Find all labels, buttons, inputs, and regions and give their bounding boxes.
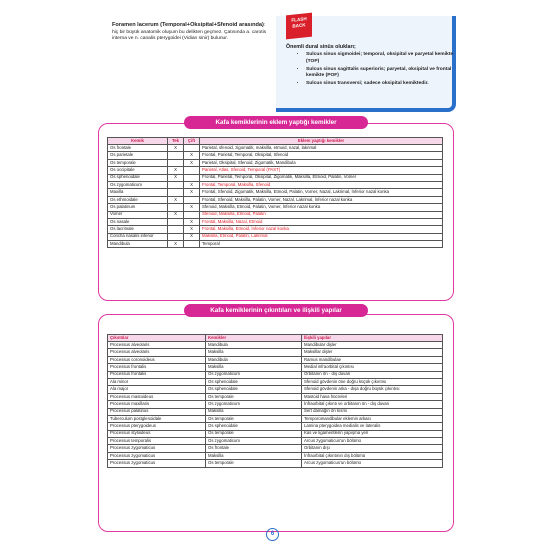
joints-table bbox=[107, 137, 443, 248]
table-header-row bbox=[108, 335, 443, 342]
cell-kemik: Os sphenoidale bbox=[206, 423, 302, 430]
intro-paragraph bbox=[112, 22, 270, 43]
cell-kemik: Os zygomaticum bbox=[206, 438, 302, 445]
table-row bbox=[108, 408, 443, 415]
cell-cift bbox=[184, 196, 200, 203]
cell-iliskili: Mandibular dişler bbox=[302, 341, 443, 348]
table-row bbox=[108, 378, 443, 385]
table-row bbox=[108, 159, 443, 166]
cell-tek: X bbox=[168, 211, 184, 218]
cell-cikinti: Processus frontalis bbox=[108, 371, 206, 378]
flashback-item: • Sulcus sinus sagittalis superioris; paryetal, oksipital ve frontal kemikte (POF) bbox=[306, 67, 454, 80]
cell-iliskili: İnfraorbital çıkıntının dış bölümü bbox=[302, 452, 443, 459]
intro-text: : hiç bir büyük anatomik oluşum bu delikten geçmez. Çatısında a. carotis interna ve n. canalis pterygoidei (Vidian sinir) bulunur. bbox=[112, 23, 267, 42]
cell-tek bbox=[168, 226, 184, 233]
table-row bbox=[108, 152, 443, 159]
cell-eklem: Sfenoid, Maksilla, Etmoid, Palatin, Vomer, İnferior nazal konka bbox=[200, 204, 443, 211]
table-row bbox=[108, 211, 443, 218]
table-row bbox=[108, 430, 443, 437]
cell-kemik: Os parietale bbox=[108, 152, 168, 159]
table-row bbox=[108, 218, 443, 225]
col-header-eklem: Eklem yaptığı kemikler bbox=[200, 138, 443, 145]
cell-kemik: Os nasale bbox=[108, 218, 168, 225]
col-header-kemikler: Kemikler bbox=[206, 335, 302, 342]
table-row bbox=[108, 371, 443, 378]
cell-iliskili: Arcus zygomaticus'un bölümü bbox=[302, 460, 443, 467]
table-row bbox=[108, 452, 443, 459]
col-header-kemik: Kemik bbox=[108, 138, 168, 145]
table-row bbox=[108, 241, 443, 248]
cell-cikinti: Processus zygomaticus bbox=[108, 445, 206, 452]
cell-cikinti: Processus palatinus bbox=[108, 408, 206, 415]
cell-cikinti: Processus alveolaris bbox=[108, 349, 206, 356]
cell-cikinti: Processus mastoideus bbox=[108, 393, 206, 400]
cell-kemik: Mandibula bbox=[206, 341, 302, 348]
cell-kemik: Os sphenoidale bbox=[108, 174, 168, 181]
cell-eklem: Sfenoid, Maksilla, Etmoid, Palatin bbox=[200, 211, 443, 218]
table-row bbox=[108, 445, 443, 452]
cell-kemik: Os frontale bbox=[108, 144, 168, 151]
cell-eklem: Frontal, Sfenoid, Zigomatik, Maksilla, Etmoid, Palatin, Vomer, Nazal, Lakrimal, İnferior nazal konka bbox=[200, 189, 443, 196]
cell-iliskili: Medial infraorbital çıkıntısı bbox=[302, 364, 443, 371]
cell-tek: X bbox=[168, 144, 184, 151]
cell-kemik: Mandibula bbox=[108, 241, 168, 248]
flashback-list bbox=[298, 52, 454, 89]
cell-cift: X bbox=[184, 226, 200, 233]
cell-tek: X bbox=[168, 241, 184, 248]
cell-eklem: Maksilla, Etmoid, Palatin, Lakrimal bbox=[200, 233, 443, 240]
cell-kemik: Os zygomaticum bbox=[206, 371, 302, 378]
cell-kemik: Os temporale bbox=[108, 159, 168, 166]
cell-cikinti: Ala minor bbox=[108, 378, 206, 385]
cell-tek bbox=[168, 233, 184, 240]
cell-cift: X bbox=[184, 152, 200, 159]
cell-cift: X bbox=[184, 204, 200, 211]
cell-cift bbox=[184, 241, 200, 248]
cell-cift bbox=[184, 167, 200, 174]
cell-tek: X bbox=[168, 196, 184, 203]
cell-cift: X bbox=[184, 189, 200, 196]
cell-kemik: Os temporale bbox=[206, 415, 302, 422]
cell-kemik: Os lacrimale bbox=[108, 226, 168, 233]
processes-table bbox=[107, 334, 443, 468]
cell-eklem: Frontal, Parietal, Temporal, Oksipital, Zigomatik, Maksilla, Etmoid, Palatin, Vomer bbox=[200, 174, 443, 181]
cell-eklem: Parietal, Oksipital, Sfenoid, Zigomatik, Mandibula bbox=[200, 159, 443, 166]
cell-cikinti: Processus styloideus bbox=[108, 430, 206, 437]
cell-cift: X bbox=[184, 181, 200, 188]
cell-cikinti: Ala major bbox=[108, 386, 206, 393]
cell-iliskili: Lamina pterygoidea medialis ve lateralis bbox=[302, 423, 443, 430]
cell-kemik: Maksilla bbox=[206, 452, 302, 459]
col-header-cift: Çift bbox=[184, 138, 200, 145]
cell-iliskili: Ramus mandibulae bbox=[302, 356, 443, 363]
cell-tek bbox=[168, 189, 184, 196]
processes-section-title: Kafa kemiklerinin çıkıntıları ve ilişkili yapılar bbox=[184, 304, 368, 317]
cell-kemik: Os zygomaticum bbox=[206, 401, 302, 408]
cell-cikinti: Processus coronoideus bbox=[108, 356, 206, 363]
cell-tek bbox=[168, 152, 184, 159]
cell-kemik: Maksilla bbox=[206, 364, 302, 371]
table-row bbox=[108, 226, 443, 233]
cell-iliskili: Orbitanın dışı bbox=[302, 445, 443, 452]
cell-cikinti: Processus pterygoideus bbox=[108, 423, 206, 430]
col-header-tek: Tek bbox=[168, 138, 184, 145]
cell-iliskili: Maksillar dişler bbox=[302, 349, 443, 356]
cell-iliskili: Orbitanın ön - dış duvarı bbox=[302, 371, 443, 378]
table-row bbox=[108, 356, 443, 363]
cell-tek: X bbox=[168, 167, 184, 174]
cell-cikinti: Processus alveolaris bbox=[108, 341, 206, 348]
page-number: 6 bbox=[266, 528, 279, 541]
cell-kemik: Os sphenoidale bbox=[206, 378, 302, 385]
cell-cikinti: Processus maxillaris bbox=[108, 401, 206, 408]
table-row bbox=[108, 167, 443, 174]
cell-kemik: Vomer bbox=[108, 211, 168, 218]
cell-kemik: Concha nasalis inferior bbox=[108, 233, 168, 240]
table-header-row bbox=[108, 138, 443, 145]
cell-cikinti: Processus zygomaticus bbox=[108, 452, 206, 459]
flashback-title: Önemli dural sinüs olukları; bbox=[286, 44, 356, 50]
cell-kemik: Os temporale bbox=[206, 460, 302, 467]
col-header-cikintilar: Çıkıntılar bbox=[108, 335, 206, 342]
cell-tek bbox=[168, 181, 184, 188]
cell-kemik: Os zygomaticum bbox=[108, 181, 168, 188]
table-row bbox=[108, 196, 443, 203]
cell-kemik: Maxilla bbox=[108, 189, 168, 196]
table-row bbox=[108, 386, 443, 393]
cell-iliskili: Sfenoid gövdenin öne doğru küçük çıkıntısı bbox=[302, 378, 443, 385]
cell-tek bbox=[168, 204, 184, 211]
cell-kemik: Os temporale bbox=[206, 393, 302, 400]
intro-bold-lead: Foramen lacerum (Temporal+Oksipital+Sfenoid arasında) bbox=[112, 22, 264, 28]
table-row bbox=[108, 204, 443, 211]
flashback-item: • Sulcus sinus sigmoidei; temporal, oksipital ve paryetal kemikte (TOP) bbox=[306, 52, 454, 65]
cell-eklem: Frontal, Temporal, Maksilla, Sfenoid bbox=[200, 181, 443, 188]
cell-tek bbox=[168, 218, 184, 225]
cell-cift bbox=[184, 174, 200, 181]
cell-tek: X bbox=[168, 174, 184, 181]
col-header-iliskili: İlişkili yapılar bbox=[302, 335, 443, 342]
cell-cift bbox=[184, 144, 200, 151]
table-row bbox=[108, 174, 443, 181]
flashback-badge: FLASH BACK bbox=[286, 13, 312, 40]
flashback-item: • Sulcus sinus transversi; sadece oksipital kemiktedir. bbox=[306, 81, 454, 88]
cell-tek bbox=[168, 159, 184, 166]
cell-eklem: Temporal bbox=[200, 241, 443, 248]
cell-iliskili: İnfraorbital çıkıntı ve orbitanın ön - dış duvarı bbox=[302, 401, 443, 408]
table-row bbox=[108, 415, 443, 422]
joints-table-body bbox=[108, 144, 443, 247]
joints-section-title: Kafa kemiklerinin eklem yaptığı kemikler bbox=[184, 116, 368, 129]
cell-kemik: Os sphenoidale bbox=[206, 386, 302, 393]
table-row bbox=[108, 393, 443, 400]
cell-kemik: Os ethmoidale bbox=[108, 196, 168, 203]
cell-eklem: Frontal, Sfenoid, Maksilla, Palatin, Vomer, Nazal, Lakrimal, İnferior nazal konka bbox=[200, 196, 443, 203]
table-row bbox=[108, 181, 443, 188]
cell-cift: X bbox=[184, 218, 200, 225]
table-row bbox=[108, 401, 443, 408]
cell-kemik: Maksilla bbox=[206, 349, 302, 356]
flashback-box bbox=[276, 16, 456, 112]
cell-cift bbox=[184, 211, 200, 218]
cell-kemik: Os palatinum bbox=[108, 204, 168, 211]
joints-section bbox=[98, 119, 454, 301]
cell-eklem: Frontal, Maksilla, Etmoid, İnferior nazal konka bbox=[200, 226, 443, 233]
cell-eklem: Frontal, Maksilla, Nazal, Etmoid bbox=[200, 218, 443, 225]
table-row bbox=[108, 341, 443, 348]
cell-iliskili: Sert damağın ön kısmı bbox=[302, 408, 443, 415]
cell-cift: X bbox=[184, 159, 200, 166]
cell-iliskili: Mastoid hava hücreleri bbox=[302, 393, 443, 400]
table-row bbox=[108, 438, 443, 445]
cell-eklem: Frontal, Parietal, Temporal, Oksipital, Sfenoid bbox=[200, 152, 443, 159]
cell-iliskili: Arcus zygomaticus'un bölümü bbox=[302, 438, 443, 445]
table-row bbox=[108, 349, 443, 356]
cell-cikinti: Processus frontalis bbox=[108, 364, 206, 371]
cell-kemik: Mandibula bbox=[206, 356, 302, 363]
cell-cikinti: Processus zygomaticus bbox=[108, 460, 206, 467]
table-row bbox=[108, 423, 443, 430]
cell-kemik: Os temporale bbox=[206, 430, 302, 437]
cell-eklem: Parietal, Atlas, Sfenoid, Temporal (PAST) bbox=[200, 167, 443, 174]
cell-kemik: Os occipitale bbox=[108, 167, 168, 174]
processes-table-body bbox=[108, 341, 443, 467]
processes-section bbox=[98, 307, 454, 532]
cell-iliskili: Kas ve ligamentlerin yapışma yeri bbox=[302, 430, 443, 437]
cell-cikinti: Processus temporalis bbox=[108, 438, 206, 445]
cell-cikinti: Tuberculum postglenoidale bbox=[108, 415, 206, 422]
cell-iliskili: Sfenoid gövdenin arka - dışa doğru büyük çıkıntısı bbox=[302, 386, 443, 393]
table-row bbox=[108, 233, 443, 240]
cell-kemik: Maksilla bbox=[206, 408, 302, 415]
table-row bbox=[108, 460, 443, 467]
cell-cift: X bbox=[184, 233, 200, 240]
cell-eklem: Parietal, sfenoid, zigomatik, maksilla, etmoid, nazal, lakrimal bbox=[200, 144, 443, 151]
table-row bbox=[108, 364, 443, 371]
cell-iliskili: Temporomandibular eklemin arkası bbox=[302, 415, 443, 422]
table-row bbox=[108, 144, 443, 151]
cell-kemik: Os frontale bbox=[206, 445, 302, 452]
table-row bbox=[108, 189, 443, 196]
